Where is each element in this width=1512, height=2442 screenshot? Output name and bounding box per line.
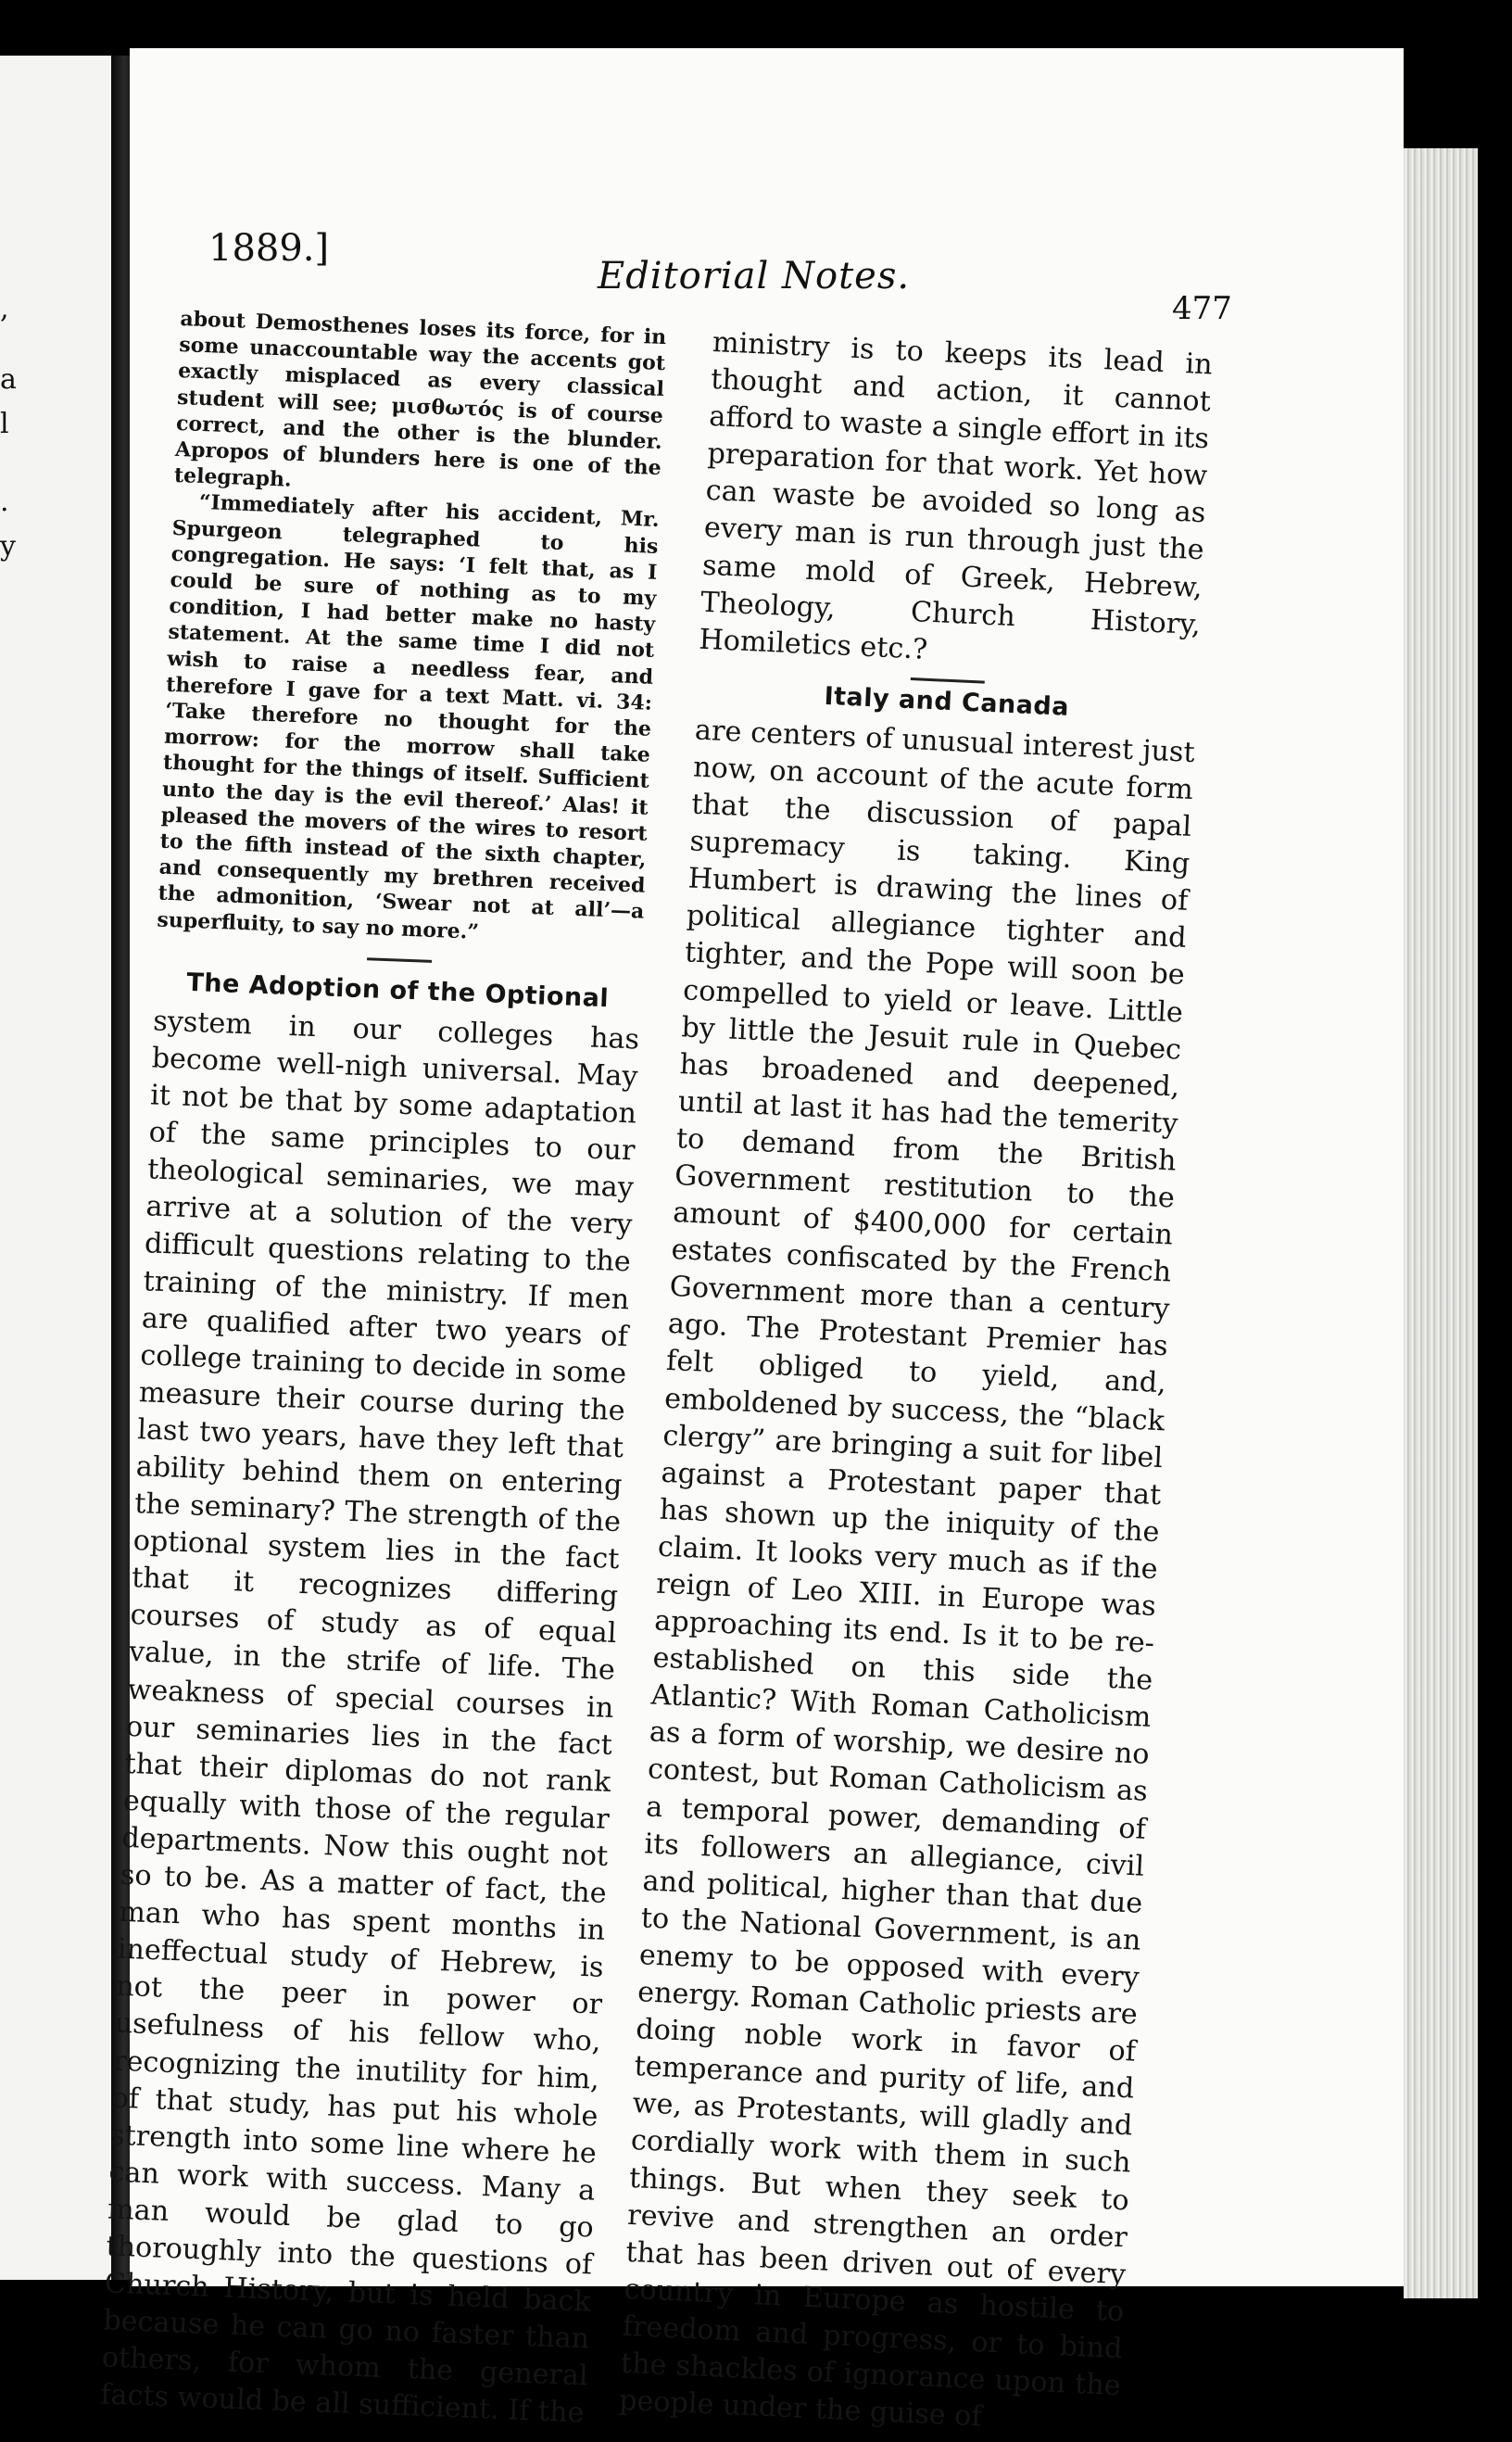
section-heading: Italy and Canada xyxy=(823,681,1070,722)
margin-char: a xyxy=(0,363,17,396)
body-paragraph: are centers of unusual interest just now, on account of the acute form that the discussion of papal supremacy is taking. King Humbert is drawing the lines of political allegiance tighter and tighter, and the Pope will soon be compelled to yield or leave. Little by little the Jesuit rule in Quebec has broadened and deepened, until at last it has had the temerity to demand from the British Government restitution to the amount of $400,000 for certain estates confiscated by the French Government more than a century ago. The Protestant Premier has felt obliged to yield, and, emboldened by success, the “black clergy” are bringing a suit for libel against a Protestant paper that has shown up the iniquity of the claim. It looks very much as if the reign of Leo XIII. in Europe was approaching its end. Is it to be re-established on this side the Atlantic? With Roman Catholicism as a form of worship, we desire no contest, but Roman Catholicism as a temporal power, demanding of its followers an allegiance, civil and political, higher than that due to the National Government, is an enemy to be opposed with every energy. Roman Catholic priests are doing noble work in favor of temperance and purity of life, and we, as Protestants, will gladly and cordially work with them in such things. But when they seek to revive and strengthen an order that has been driven out of every country in Europe as hostile to freedom and progress, or to bind the shackles of ignorance upon the people under the guise of xyxy=(618,714,1196,2434)
margin-char: y xyxy=(0,530,16,563)
facing-page-fragment xyxy=(0,56,111,2280)
margin-char: , xyxy=(0,293,9,325)
body-paragraph: system in our colleges has become well-nigh universal. May it not be that by some adaptation of the same principles to our theological seminaries, we may arrive at a solution of the very difficult questions relating to the training of the ministry. If men are qualified after two years of college training to decide in some measure their course during the last two years, have they left that ability behind them on entering the seminary? The strength of the optional system lies in the fact that it recognizes differing courses of study as of equal value, in the strife of life. The weakness of special courses in our seminaries lies in the fact that their diplomas do not rank equally with those of the regular departments. Now this ought not so to be. As a matter of fact, the man who has spent months in ineffectual study of Hebrew, is not the peer in power or usefulness of his fellow who, recognizing the inutility for him, of that study, has put his whole strength into some line where he can work with success. Many a man would be glad to go thoroughly into the questions of Church History, but is held back because he can go no faster than others, for whom the general facts would be all sufficient. If the xyxy=(99,1005,640,2430)
margin-char: l xyxy=(0,408,9,440)
header-year: 1889.] xyxy=(208,227,330,270)
facing-page-margin-text xyxy=(0,287,19,569)
page-header xyxy=(208,227,1232,327)
page-edges xyxy=(1404,148,1478,2298)
running-head: Editorial Notes. xyxy=(598,255,911,297)
quote-paragraph: about Demosthenes loses its force, for in some unaccountable way the accents got exactly misplaced as every classical student will see; μισθωτός is of course correct, and the other is the blunder. Apropos of blunders here is one of the telegraph. xyxy=(173,306,667,492)
section-heading: The Adoption of the Optional xyxy=(185,968,610,1014)
section-divider xyxy=(367,957,432,963)
margin-char: . xyxy=(0,486,9,518)
body-paragraph: ministry is to keeps its lead in thought and action, it cannot afford to waste a single effort in its preparation for that work. Yet how can waste be avoided so long as every man is run through just the same mold of Greek, Hebrew, Theology, Church History, Homiletics etc.? xyxy=(698,325,1214,666)
left-column xyxy=(100,306,667,2433)
section-divider xyxy=(911,677,985,684)
quote-paragraph: “Immediately after his accident, Mr. Spurgeon telegraphed to his congregation. He says: ‘I felt that, as I could be sure of nothing as to my condition, I had better make no hasty statement. At the same time I did not wish to raise a needless fear, and therefore I gave for a text Matt. vi. 34: ‘Take therefore no thought for the morrow: for the morrow shall take thought for the things of itself. Sufficient unto the day is the evil thereof.’ Alas! it pleased the movers of the wires to resort to the fifth instead of the sixth chapter, and consequently my brethren received the admonition, ‘Swear not at all’—a superfluity, to say no more.” xyxy=(157,490,660,944)
page-number: 477 xyxy=(1172,290,1232,327)
right-column xyxy=(618,324,1213,2442)
